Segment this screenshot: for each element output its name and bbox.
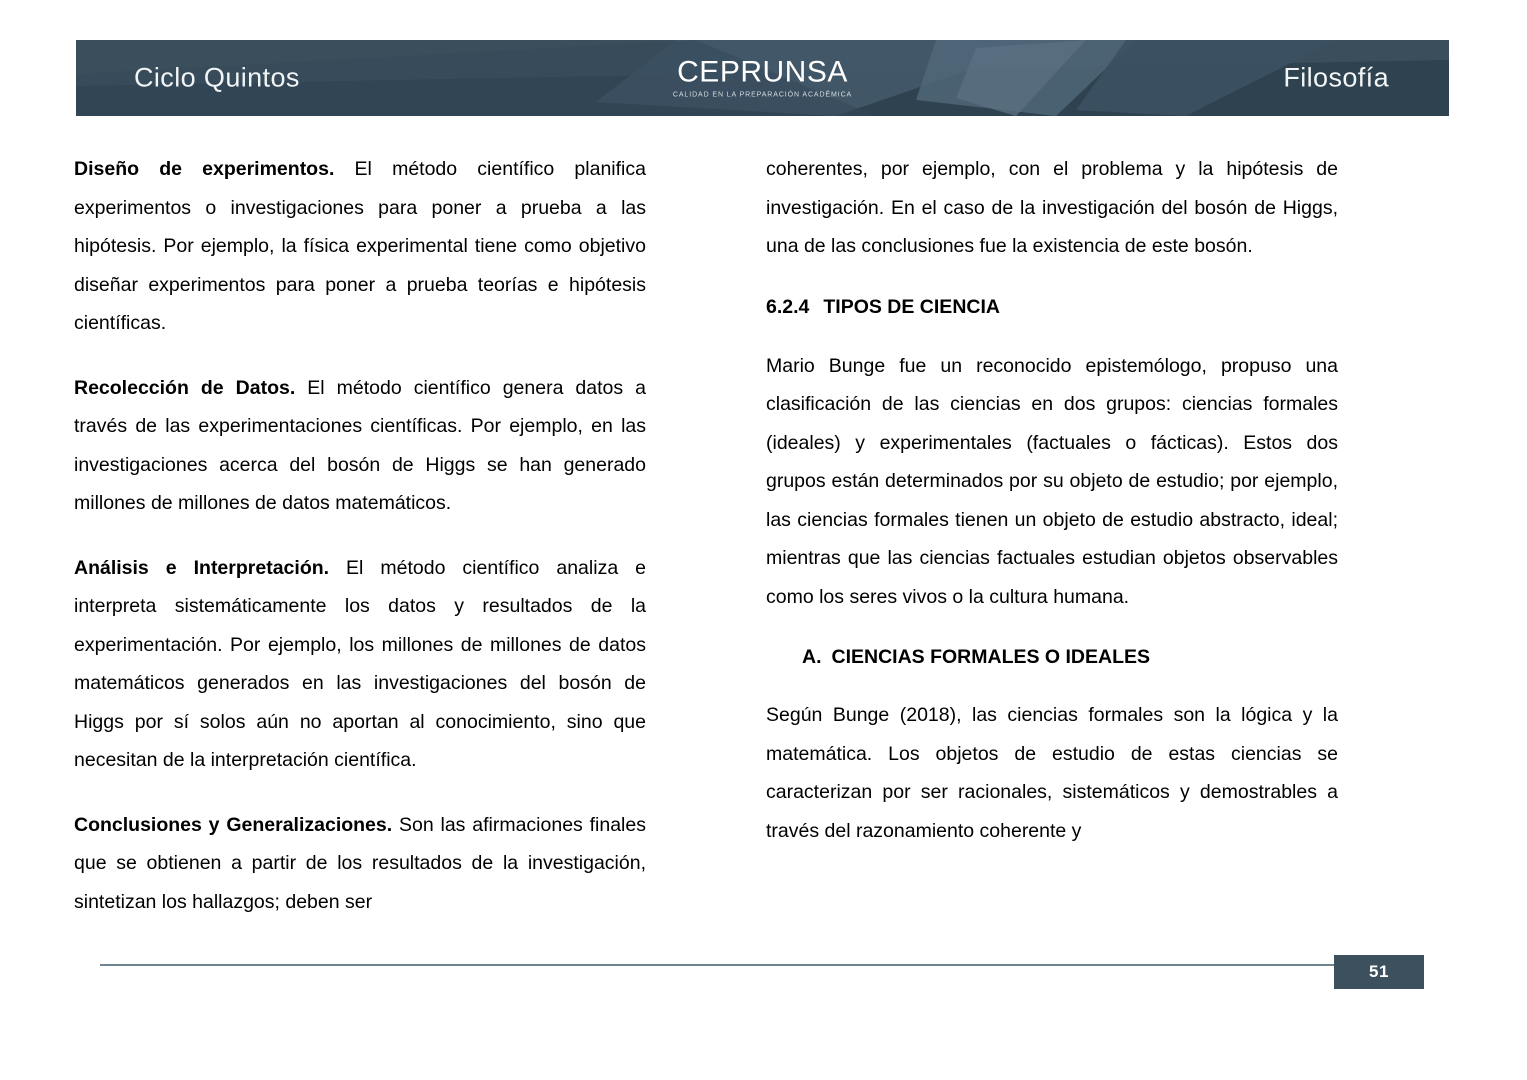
logo-tagline: CALIDAD EN LA PREPARACIÓN ACADÉMICA (672, 91, 853, 99)
section-heading-tipos-de-ciencia (766, 292, 1338, 322)
paragraph-continuation-coherentes: coherentes, por ejemplo, con el problema y la hipótesis de investigación. En el caso de la investigación del bosón de Higgs, una de las conclusiones fue la existencia de este bosón. (766, 158, 1338, 257)
paragraph-lead-term: Análisis e Interpretación. (74, 556, 330, 579)
paragraph-body-text: El método científico planifica experimentos o investigaciones para poner a prueba a las hipótesis. Por ejemplo, la física experimental tiene como objetivo diseñar experimentos para poner a prueba teorías e hipótesis científicas. (74, 158, 646, 334)
paragraph-body-text: Son las afirmaciones finales que se obtienen a partir de los resultados de la investigación, sintetizan los hallazgos; deben ser (74, 813, 646, 913)
paragraph-conclusiones-y-generalizaciones (74, 806, 646, 922)
section-heading-number: 6.2.4 (766, 295, 810, 318)
paragraph-analisis-e-interpretacion (74, 549, 646, 780)
paragraph-mario-bunge: Mario Bunge fue un reconocido epistemólogo, propuso una clasificación de las ciencias en dos grupos: ciencias formales (ideales) y experimentales (factuales o fácticas). Estos dos grupos están determinados por su objeto de estudio; por ejemplo, las ciencias formales tienen un objeto de estudio abstracto, ideal; mientras que las ciencias factuales estudian objetos observables como los seres vivos o la cultura humana. (766, 354, 1338, 608)
paragraph-body-text: El método científico analiza e interpreta sistemáticamente los datos y resultados de la experimentación. Por ejemplo, los millones de millones de datos matemáticos generados en las investigaciones del bosón de Higgs por sí solos aún no aportan al conocimiento, sino que necesitan de la interpretación científica. (74, 556, 647, 771)
sub-heading-letter: A. (802, 646, 822, 668)
ceprunsa-logo (672, 55, 853, 99)
section-heading-text: TIPOS DE CIENCIA (823, 295, 1000, 318)
sub-heading-ciencias-formales-o-ideales (802, 642, 1338, 672)
paragraph-recoleccion-de-datos (74, 369, 646, 523)
paragraph-body-text: El método científico genera datos a través de las experimentaciones científicas. Por ejemplo, en las investigaciones acerca del bosón de Higgs se han generado millones de millones de datos matemáticos. (74, 376, 646, 514)
paragraph-segun-bunge: Según Bunge (2018), las ciencias formales son la lógica y la matemática. Los objetos de estudio de estas ciencias se caracterizan por ser racionales, sistemáticos y demostrables a través del razonamiento coherente y (766, 704, 1338, 842)
left-text-column (74, 150, 646, 921)
paragraph-diseno-de-experimentos (74, 150, 646, 343)
page-footer (0, 955, 1527, 1015)
sub-heading-text: CIENCIAS FORMALES O IDEALES (831, 646, 1151, 668)
paragraph-lead-term: Conclusiones y Generalizaciones. (74, 813, 393, 836)
paragraph-lead-term: Diseño de experimentos. (74, 158, 335, 180)
logo-wordmark: CEPRUNSA (677, 55, 848, 89)
footer-divider-rule (100, 964, 1348, 966)
right-text-column (766, 150, 1338, 850)
paragraph-lead-term: Recolección de Datos. (74, 376, 296, 399)
page-number-badge: 51 (1334, 955, 1424, 989)
header-subject-title: Filosofía (1283, 62, 1389, 93)
page-content (0, 150, 1527, 940)
page-header-banner (76, 40, 1449, 116)
header-cycle-title: Ciclo Quintos (134, 62, 300, 93)
